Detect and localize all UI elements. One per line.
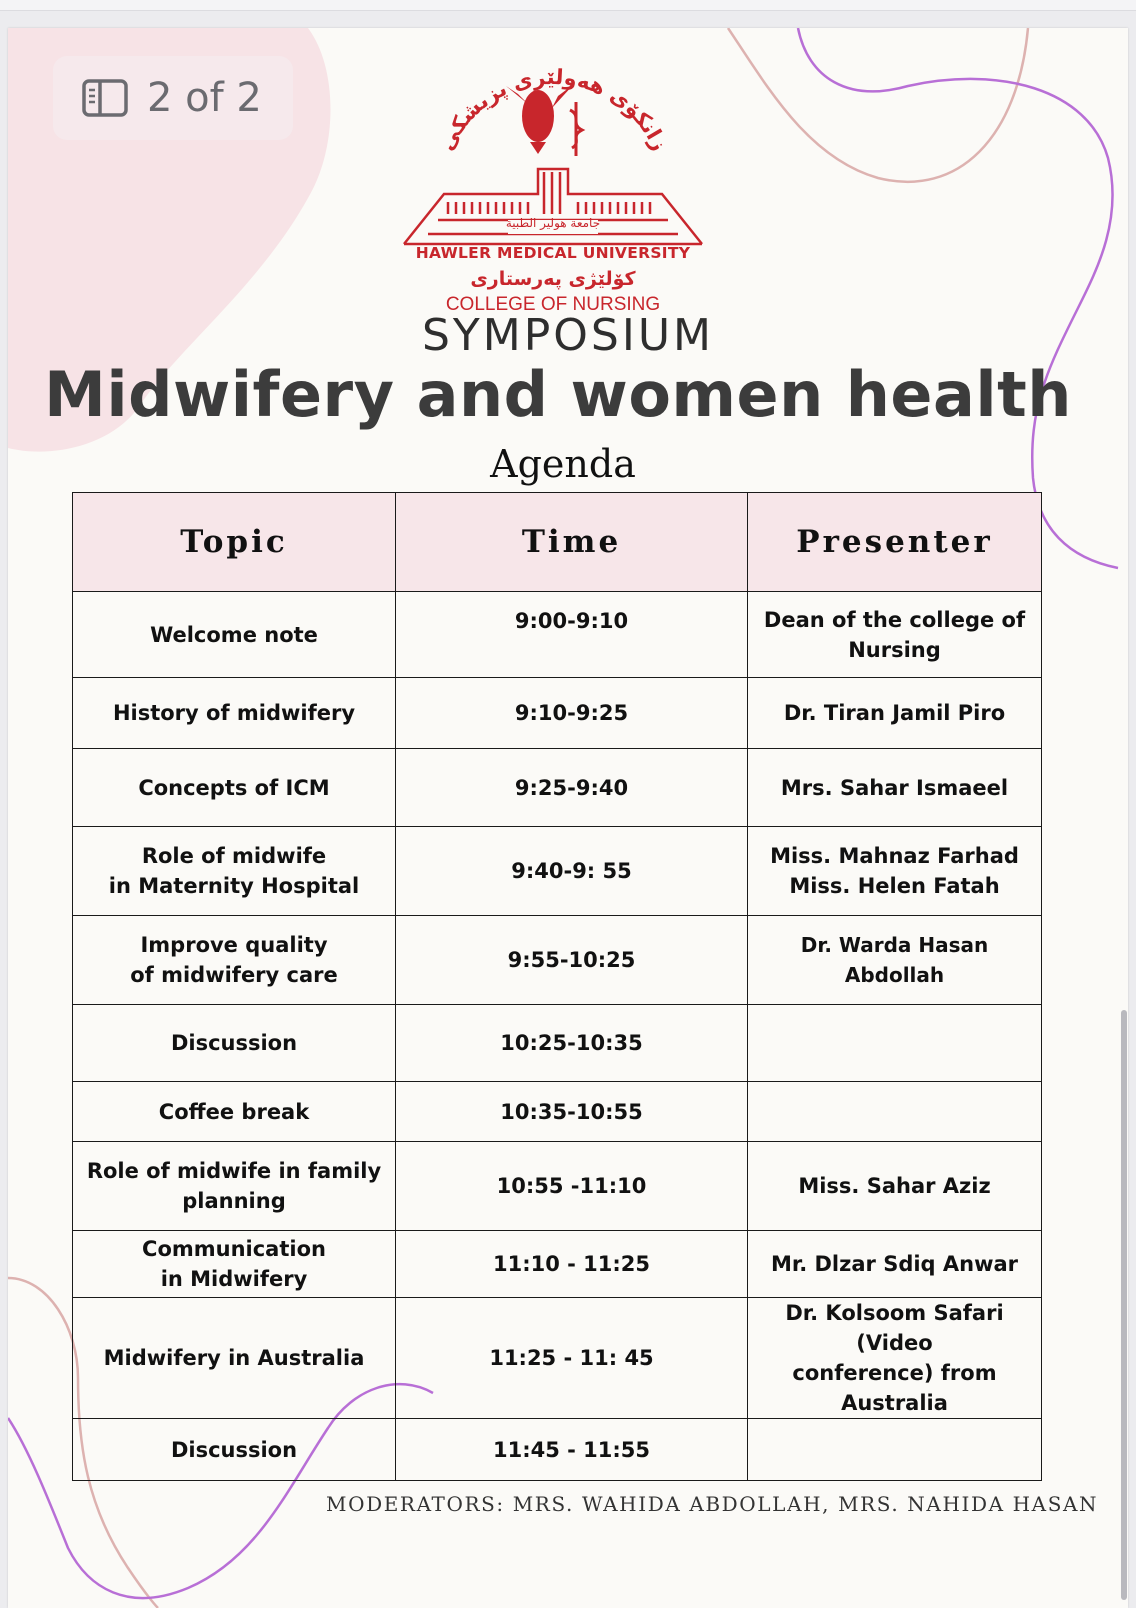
table-row	[73, 678, 1042, 749]
topic-cell: Role of midwife in family planning	[73, 1142, 396, 1231]
symposium-heading: SYMPOSIUM	[421, 310, 714, 361]
time-cell: 9:10-9:25	[396, 678, 748, 749]
column-header-topic: Topic	[73, 493, 396, 592]
table-row	[73, 1298, 1042, 1419]
topic-cell: Role of midwife in Maternity Hospital	[73, 827, 396, 916]
moderators-footer: MODERATORS: MRS. WAHIDA ABDOLLAH, MRS. NAHIDA HASAN	[326, 1492, 1099, 1516]
university-logo	[388, 44, 718, 315]
column-header-presenter: Presenter	[748, 493, 1042, 592]
table-row	[73, 1142, 1042, 1231]
page-indicator[interactable]	[53, 56, 293, 140]
presenter-cell: Dr. Kolsoom Safari (Video conference) from Australia	[748, 1298, 1042, 1419]
presenter-cell	[748, 1005, 1042, 1082]
time-cell: 9:25-9:40	[396, 749, 748, 827]
presenter-cell: Miss. Sahar Aziz	[748, 1142, 1042, 1231]
time-cell: 11:45 - 11:55	[396, 1419, 748, 1481]
time-cell: 10:55 -11:10	[396, 1142, 748, 1231]
agenda-heading: Agenda	[490, 442, 636, 486]
page-indicator-label: 2 of 2	[147, 75, 262, 121]
book-icon	[81, 78, 129, 118]
topic-cell: Discussion	[73, 1005, 396, 1082]
topic-cell: Concepts of ICM	[73, 749, 396, 827]
time-cell: 10:35-10:55	[396, 1082, 748, 1142]
time-cell: 9:55-10:25	[396, 916, 748, 1005]
topic-cell: Discussion	[73, 1419, 396, 1481]
presenter-cell: Dr. Tiran Jamil Piro	[748, 678, 1042, 749]
rose-curve-top	[728, 28, 1028, 182]
topic-cell: Midwifery in Australia	[73, 1298, 396, 1419]
table-row	[73, 827, 1042, 916]
logo-college-name: COLLEGE OF NURSING	[445, 294, 661, 315]
table-row	[73, 1082, 1042, 1142]
table-row	[73, 1005, 1042, 1082]
presenter-cell	[748, 1082, 1042, 1142]
viewer-top-strip	[0, 0, 1136, 11]
topic-cell: History of midwifery	[73, 678, 396, 749]
presenter-cell: Miss. Mahnaz Farhad Miss. Helen Fatah	[748, 827, 1042, 916]
table-row	[73, 916, 1042, 1005]
topic-cell: Coffee break	[73, 1082, 396, 1142]
table-row	[73, 1231, 1042, 1298]
document-page	[8, 28, 1128, 1608]
logo-kurdish-college: كۆلێژى پەرستارى	[470, 268, 636, 290]
presenter-cell	[748, 1419, 1042, 1481]
topic-cell: Welcome note	[73, 592, 396, 678]
logo-arabic-subtitle: جامعة هولير الطبية	[505, 216, 601, 230]
time-cell: 10:25-10:35	[396, 1005, 748, 1082]
agenda-table	[72, 492, 1042, 1481]
vertical-scrollbar[interactable]	[1121, 1010, 1127, 1600]
presenter-cell: Dr. Warda Hasan Abdollah	[748, 916, 1042, 1005]
time-cell: 11:25 - 11: 45	[396, 1298, 748, 1419]
time-cell: 9:00-9:10	[396, 592, 748, 678]
page-title: Midwifery and women health	[44, 358, 1072, 431]
time-cell: 9:40-9: 55	[396, 827, 748, 916]
column-header-time: Time	[396, 493, 748, 592]
caduceus-icon	[570, 102, 582, 156]
presenter-cell: Mrs. Sahar Ismaeel	[748, 749, 1042, 827]
logo-university-name: HAWLER MEDICAL UNIVERSITY	[415, 244, 691, 262]
topic-cell: Improve quality of midwifery care	[73, 916, 396, 1005]
svg-text:زانكۆى هەولێرى پزیشكى: زانكۆى هەولێرى پزیشكى	[434, 64, 673, 155]
table-row	[73, 592, 1042, 678]
table-row	[73, 1419, 1042, 1481]
table-row	[73, 749, 1042, 827]
topic-cell: Communication in Midwifery	[73, 1231, 396, 1298]
purple-curve-top	[798, 28, 1118, 568]
time-cell: 11:10 - 11:25	[396, 1231, 748, 1298]
presenter-cell: Dean of the college of Nursing	[748, 592, 1042, 678]
presenter-cell: Mr. Dlzar Sdiq Anwar	[748, 1231, 1042, 1298]
table-header-row	[73, 493, 1042, 592]
